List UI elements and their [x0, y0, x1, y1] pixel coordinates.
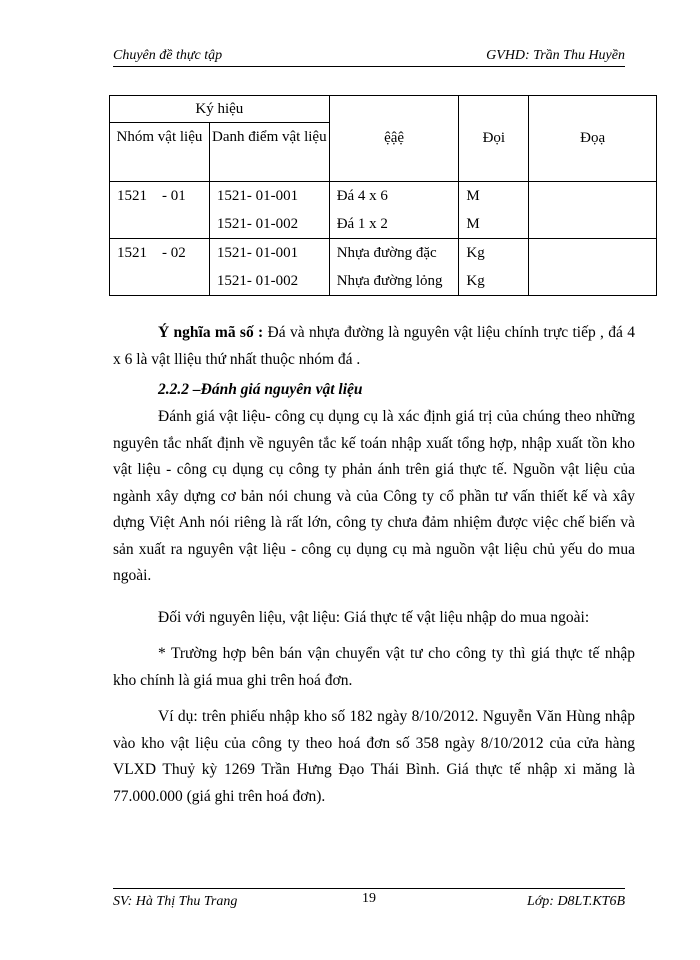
header-name: ệậệ — [329, 96, 459, 182]
row-group: 1521 - 01 — [110, 182, 210, 239]
material-code-table — [109, 95, 657, 296]
row-names — [329, 182, 459, 239]
paragraph: Đánh giá vật liệu- công cụ dụng cụ là xác định giá trị của chúng theo những nguyên tắc nhất định về nguyên tắc kế toán nhập xuất tổng hợp, nhập xuất tồn kho vật liệu - công cụ dụng cụ công ty phản ánh trên giá thực tế. Nguồn vật liệu của ngành xây dựng cơ bản nói chung và của Công ty cổ phần tư vấn thiết kế và xây dựng Việt Anh nói riêng là rất lớn, công ty chưa đảm nhiệm được việc chế biến và sản xuất ra nguyên vật liệu - công cụ dụng cụ mà nguồn vật liệu chủ yếu do mua ngoài. — [113, 408, 635, 584]
row-names — [329, 239, 459, 296]
unit-cell: M — [466, 188, 480, 204]
footer-class: Lớp: D8LT.KT6B — [527, 894, 625, 909]
paragraph: Ví dụ: trên phiếu nhập kho số 182 ngày 8/10/2012. Nguyễn Văn Hùng nhập vào kho vật liệu của công ty theo hoá đơn số 358 ngày 8/10/2012 của cửa hàng VLXD Thuỷ kỳ 1269 Trần Hưng Đạo Thái Bình. Giá thực tế nhập xi măng là 77.000.000 (giá ghi trên hoá đơn). — [113, 708, 635, 805]
name-cell: Nhựa đường đặc — [336, 245, 437, 261]
unit-cell: M — [466, 216, 480, 232]
header-advisor: GVHD: Trần Thu Huyền — [486, 48, 625, 63]
header-code: Danh điểm vật liệu — [209, 123, 329, 182]
row-units — [459, 182, 529, 239]
meaning-paragraph — [113, 320, 635, 373]
code-cell: 1521- 01-002 — [216, 273, 299, 289]
page-footer — [113, 888, 625, 911]
meaning-text: Đá và nhựa đường là nguyên vật liệu chính trực tiếp , đá 4 x 6 là vật lliệu thứ nhất thuộc nhóm đá . — [113, 324, 635, 368]
header-title: Chuyên đề thực tập — [113, 48, 223, 63]
row-codes — [209, 239, 329, 296]
unit-cell: Kg — [466, 273, 485, 289]
name-cell: Nhựa đường lỏng — [336, 273, 443, 289]
row-codes — [209, 182, 329, 239]
row-group: 1521 - 02 — [110, 239, 210, 296]
row-units — [459, 239, 529, 296]
table-header-row — [110, 96, 657, 123]
row-price — [529, 239, 657, 296]
unit-cell: Kg — [466, 245, 485, 261]
header-kyhieu: Ký hiệu — [110, 96, 330, 123]
code-cell: 1521- 01-001 — [216, 188, 299, 204]
page-number: 19 — [362, 891, 376, 906]
meaning-lead: Ý nghĩa mã số : — [158, 324, 264, 341]
name-cell: Đá 4 x 6 — [336, 188, 388, 204]
header-unit: Đọi — [459, 96, 529, 182]
row-price — [529, 182, 657, 239]
table-row — [110, 182, 657, 239]
paragraph: * Trường hợp bên bán vận chuyển vật tư cho công ty thì giá thực tế nhập kho chính là giá mua ghi trên hoá đơn. — [113, 645, 635, 689]
table-row — [110, 239, 657, 296]
section-heading: 2.2.2 –Đánh giá nguyên vật liệu — [158, 381, 363, 398]
header-price: Đọạ — [529, 96, 657, 182]
footer-student: SV: Hà Thị Thu Trang — [113, 894, 238, 909]
page-header — [113, 44, 625, 67]
paragraph: Đối với nguyên liệu, vật liệu: Giá thực tế vật liệu nhập do mua ngoài: — [158, 609, 590, 626]
header-group: Nhóm vật liệu — [110, 123, 210, 182]
code-cell: 1521- 01-001 — [216, 245, 299, 261]
code-cell: 1521- 01-002 — [216, 216, 299, 232]
name-cell: Đá 1 x 2 — [336, 216, 388, 232]
